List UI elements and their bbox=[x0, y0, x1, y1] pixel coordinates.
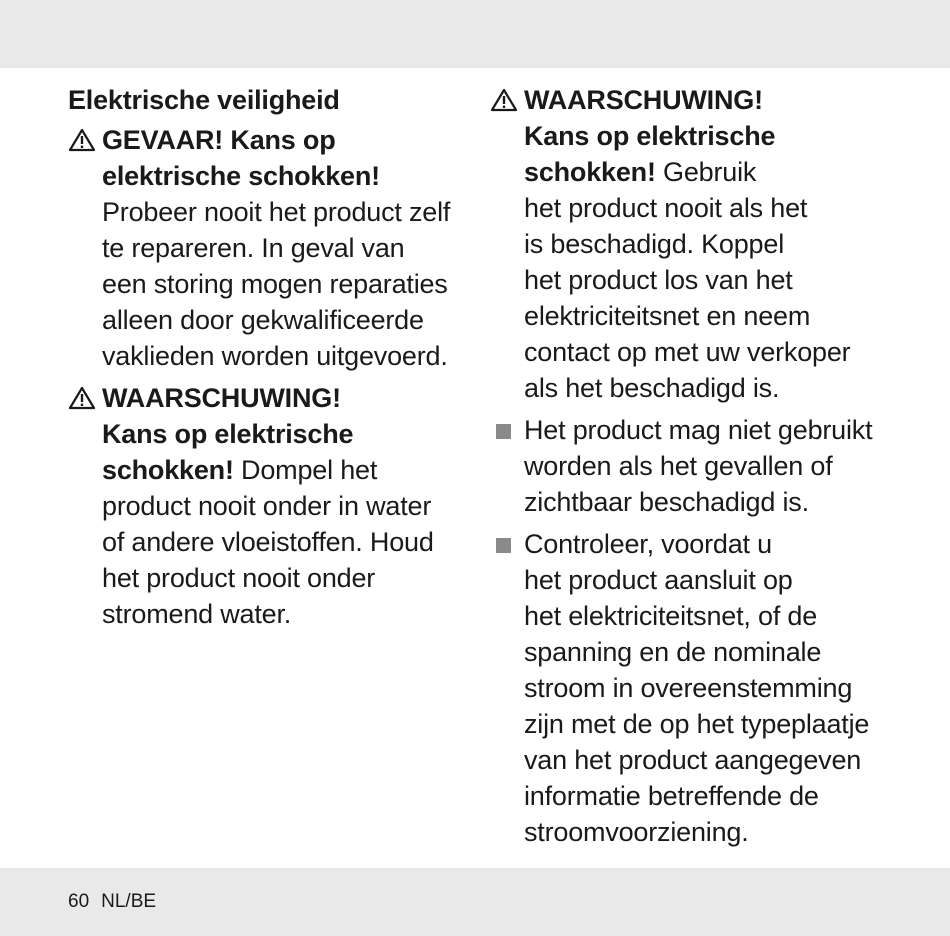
warning-triangle-icon bbox=[490, 88, 518, 112]
body-line: zichtbaar beschadigd is. bbox=[524, 487, 809, 517]
danger-block bbox=[68, 122, 468, 374]
danger-heading-line-1: GEVAAR! Kans op bbox=[102, 125, 336, 155]
right-column bbox=[490, 82, 890, 850]
body-line: stromend water. bbox=[102, 599, 292, 629]
square-bullet-icon bbox=[496, 538, 511, 553]
header-band bbox=[0, 0, 950, 68]
warning-triangle-icon bbox=[68, 386, 96, 410]
section-title: Elektrische veiligheid bbox=[68, 85, 340, 115]
page-number: 60 bbox=[68, 891, 90, 912]
warning-block bbox=[68, 380, 468, 632]
mixed-line bbox=[102, 452, 468, 488]
square-bullet-icon bbox=[496, 424, 511, 439]
body-line: worden als het gevallen of bbox=[524, 451, 833, 481]
mixed-normal: Dompel het bbox=[233, 455, 378, 485]
body-line: te repareren. In geval van bbox=[102, 233, 405, 263]
warning-heading-line-2: Kans op elektrische bbox=[102, 419, 354, 449]
body-line: vaklieden worden uitgevoerd. bbox=[102, 341, 448, 371]
body-line: informatie betreffende de bbox=[524, 781, 819, 811]
body-line: het product aansluit op bbox=[524, 565, 793, 595]
warning-heading-line-2: Kans op elektrische bbox=[524, 121, 776, 151]
locale-label: NL/BE bbox=[101, 891, 157, 912]
body-line: product nooit onder in water bbox=[102, 491, 432, 521]
body-line: alleen door gekwalificeerde bbox=[102, 305, 424, 335]
body-line: elektriciteitsnet en neem bbox=[524, 301, 811, 331]
warning-triangle-icon bbox=[68, 128, 96, 152]
body-line: spanning en de nominale bbox=[524, 637, 822, 667]
body-line: van het product aangegeven bbox=[524, 745, 862, 775]
body-line: Probeer nooit het product zelf bbox=[102, 197, 451, 227]
body-line: of andere vloeistoffen. Houd bbox=[102, 527, 434, 557]
body-line: Het product mag niet gebruikt bbox=[524, 415, 873, 445]
body-line: het product nooit onder bbox=[102, 563, 376, 593]
bullet-item bbox=[490, 412, 890, 520]
mixed-line bbox=[524, 154, 890, 190]
bullet-item bbox=[490, 526, 890, 850]
body-line: als het beschadigd is. bbox=[524, 373, 780, 403]
mixed-bold: schokken! bbox=[524, 157, 656, 187]
body-line: stroom in overeenstemming bbox=[524, 673, 853, 703]
mixed-bold: schokken! bbox=[102, 455, 234, 485]
danger-heading-line-2: elektrische schokken! bbox=[102, 161, 380, 191]
body-line: zijn met de op het typeplaatje bbox=[524, 709, 870, 739]
body-line: stroomvoorziening. bbox=[524, 817, 749, 847]
body-line: het product los van het bbox=[524, 265, 793, 295]
warning-heading-line-1: WAARSCHUWING! bbox=[102, 383, 341, 413]
body-line: is beschadigd. Koppel bbox=[524, 229, 784, 259]
warning-block bbox=[490, 82, 890, 406]
body-line: het elektriciteitsnet, of de bbox=[524, 601, 818, 631]
mixed-normal: Gebruik bbox=[655, 157, 757, 187]
left-column bbox=[68, 82, 468, 632]
body-line: het product nooit als het bbox=[524, 193, 808, 223]
warning-heading-line-1: WAARSCHUWING! bbox=[524, 85, 763, 115]
page-footer bbox=[68, 890, 156, 914]
body-line: contact op met uw verkoper bbox=[524, 337, 851, 367]
body-line: een storing mogen reparaties bbox=[102, 269, 448, 299]
body-line: Controleer, voordat u bbox=[524, 529, 772, 559]
